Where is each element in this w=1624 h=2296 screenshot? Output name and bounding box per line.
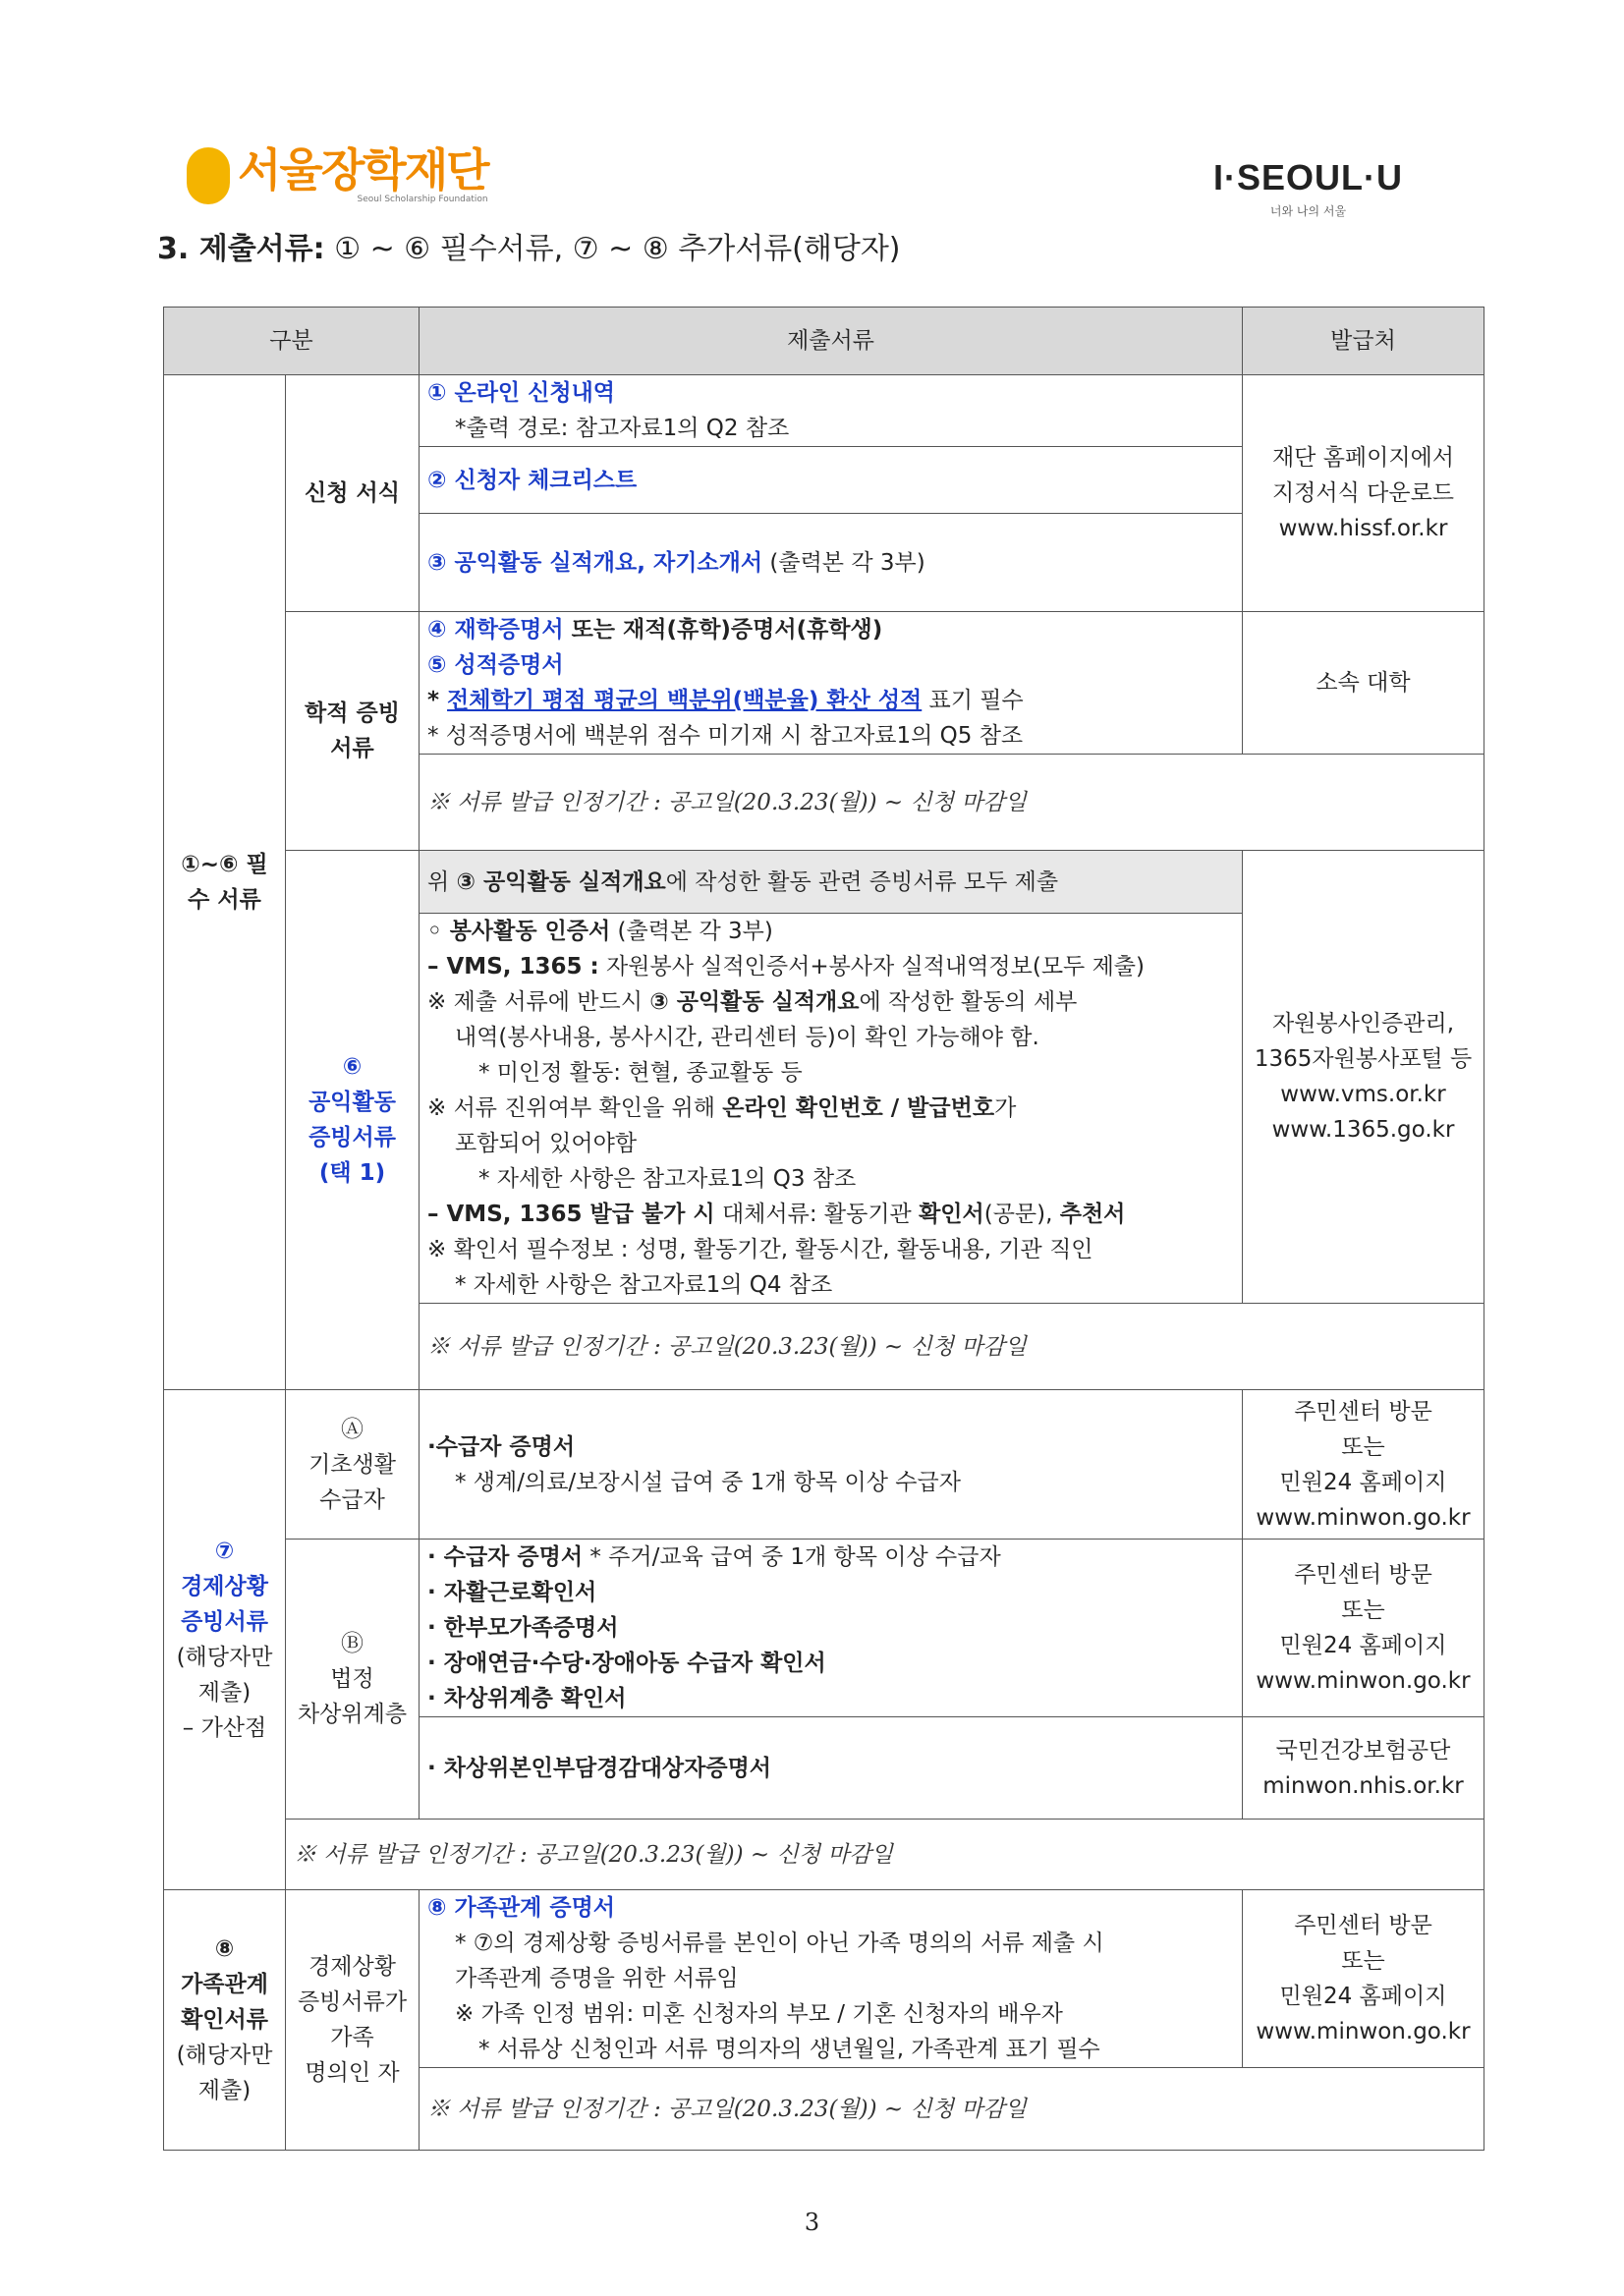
- table-header: [164, 308, 1484, 375]
- header-documents: 제출서류: [420, 308, 1243, 375]
- basic-livelihood-issuer: 주민센터 방문 또는 민원24 홈페이지 www.minwon.go.kr: [1243, 1390, 1484, 1540]
- academic-label: 학적 증빙서류: [286, 612, 420, 851]
- family-sub-label: 경제상황 증빙서류가 가족 명의인 자: [286, 1890, 420, 2151]
- brand-text: I·SEOUL·U: [1213, 157, 1403, 197]
- iseoulu-logo: [1213, 157, 1403, 219]
- page-number: 3: [804, 2209, 820, 2236]
- public-label: ⑥ 공익활동 증빙서류 (택 1): [286, 851, 420, 1390]
- group3-label: ⑧ 가족관계 확인서류 (해당자만 제출): [164, 1890, 286, 2151]
- nhis-issuer: 국민건강보험공단 minwon.nhis.or.kr: [1243, 1717, 1484, 1820]
- near-poverty-docs: · 수급자 증명서 * 주거/교육 급여 중 1개 항목 이상 수급자 · 자활근로확인서 · 한부모가족증명서 · 장애연금·수당·장애아동 수급자 확인서 · 차상위계층 확인서: [420, 1540, 1243, 1717]
- header-issuer: 발급처: [1243, 308, 1484, 375]
- foundation-logo: [187, 143, 488, 204]
- near-poverty-label: Ⓑ 법정 차상위계층: [286, 1540, 420, 1820]
- logo-name: 서울장학재단: [238, 143, 488, 196]
- public-issuer: 자원봉사인증관리, 1365자원봉사포털 등 www.vms.or.kr www.1365.go.kr: [1243, 851, 1484, 1304]
- apply-item1: ① 온라인 신청내역 *출력 경로: 참고자료1의 Q2 참조: [420, 375, 1243, 447]
- family-issuer: 주민센터 방문 또는 민원24 홈페이지 www.minwon.go.kr: [1243, 1890, 1484, 2068]
- table-row: [164, 1390, 1484, 1540]
- near-poverty-doc2: · 차상위본인부담경감대상자증명서: [420, 1717, 1243, 1820]
- public-period: ※ 서류 발급 인정기간 : 공고일(20.3.23(월)) ~ 신청 마감일: [420, 1304, 1484, 1390]
- apply-item3: ③ 공익활동 실적개요, 자기소개서 (출력본 각 3부): [420, 514, 1243, 612]
- apply-issuer: 재단 홈페이지에서 지정서식 다운로드 www.hissf.or.kr: [1243, 375, 1484, 612]
- documents-table: [163, 307, 1484, 2151]
- academic-docs: ④ 재학증명서 또는 재적(휴학)증명서(휴학생) ⑤ 성적증명서 * 전체학기 평점 평균의 백분위(백분율) 환산 성적 표기 필수 * 성적증명서에 백분위 점수 미기재 시 참고자료1의 Q5 참조: [420, 612, 1243, 755]
- brand-sub: 너와 나의 서울: [1269, 204, 1347, 218]
- heading-rest: ① ~ ⑥ 필수서류, ⑦ ~ ⑧ 추가서류(해당자): [334, 232, 901, 266]
- group2-period: ※ 서류 발급 인정기간 : 공고일(20.3.23(월)) ~ 신청 마감일: [286, 1820, 1484, 1890]
- table-row: [164, 1820, 1484, 1890]
- academic-issuer: 소속 대학: [1243, 612, 1484, 755]
- group2-label: ⑦ 경제상황 증빙서류 (해당자만 제출) – 가산점: [164, 1390, 286, 1890]
- table-row: [164, 851, 1484, 914]
- heading-title: 3. 제출서류:: [157, 232, 325, 266]
- public-docs: ◦ 봉사활동 인증서 (출력본 각 3부) – VMS, 1365 : 자원봉사 실적인증서+봉사자 실적내역정보(모두 제출) ※ 제출 서류에 반드시 ③ 공익활동 실적개요에 작성한 활동의 세부 내역(봉사내용, 봉사시간, 관리센터 등)이 확인 가능해야 함. * 미인정 활동: 현혈, 종교활동 등 ※ 서류 진위여부 확인을 위해 온라인 확인번호 / 발급번호가 포함되어 있어야함 * 자세한 사항은 참고자료1의 Q3 참조 – VMS, 1365 발급 불가 시 대체서류: 활동기관 확인서(공문), 추천서 ※ 확인서 필수정보 : 성명, 활동기간, 활동시간, 활동내용, 기관 직인 * 자세한 사항은 참고자료1의 Q4 참조: [420, 914, 1243, 1304]
- logo-sub: Seoul Scholarship Foundation: [357, 195, 488, 204]
- table-row: [164, 1540, 1484, 1717]
- seal-icon: [187, 147, 230, 204]
- table-row: [164, 375, 1484, 447]
- table-row: [164, 1890, 1484, 2068]
- group1-label: ①~⑥ 필수 서류: [164, 375, 286, 1390]
- table-row: [164, 612, 1484, 755]
- near-poverty-issuer: 주민센터 방문 또는 민원24 홈페이지 www.minwon.go.kr: [1243, 1540, 1484, 1717]
- family-docs: ⑧ 가족관계 증명서 * ⑦의 경제상황 증빙서류를 본인이 아닌 가족 명의의 서류 제출 시 가족관계 증명을 위한 서류임 ※ 가족 인정 범위: 미혼 신청자의 부모 / 기혼 신청자의 배우자 * 서류상 신청인과 서류 명의자의 생년월일, 가족관계 표기 필수: [420, 1890, 1243, 2068]
- apply-item2: ② 신청자 체크리스트: [420, 447, 1243, 514]
- public-intro: 위 ③ 공익활동 실적개요에 작성한 활동 관련 증빙서류 모두 제출: [420, 851, 1243, 914]
- academic-period: ※ 서류 발급 인정기간 : 공고일(20.3.23(월)) ~ 신청 마감일: [420, 755, 1484, 851]
- header-category: 구분: [164, 308, 420, 375]
- section-heading: [157, 224, 901, 267]
- basic-livelihood-label: Ⓐ 기초생활 수급자: [286, 1390, 420, 1540]
- group3-period: ※ 서류 발급 인정기간 : 공고일(20.3.23(월)) ~ 신청 마감일: [420, 2068, 1484, 2151]
- basic-livelihood-docs: ·수급자 증명서 * 생계/의료/보장시설 급여 중 1개 항목 이상 수급자: [420, 1390, 1243, 1540]
- apply-form-label: 신청 서식: [286, 375, 420, 612]
